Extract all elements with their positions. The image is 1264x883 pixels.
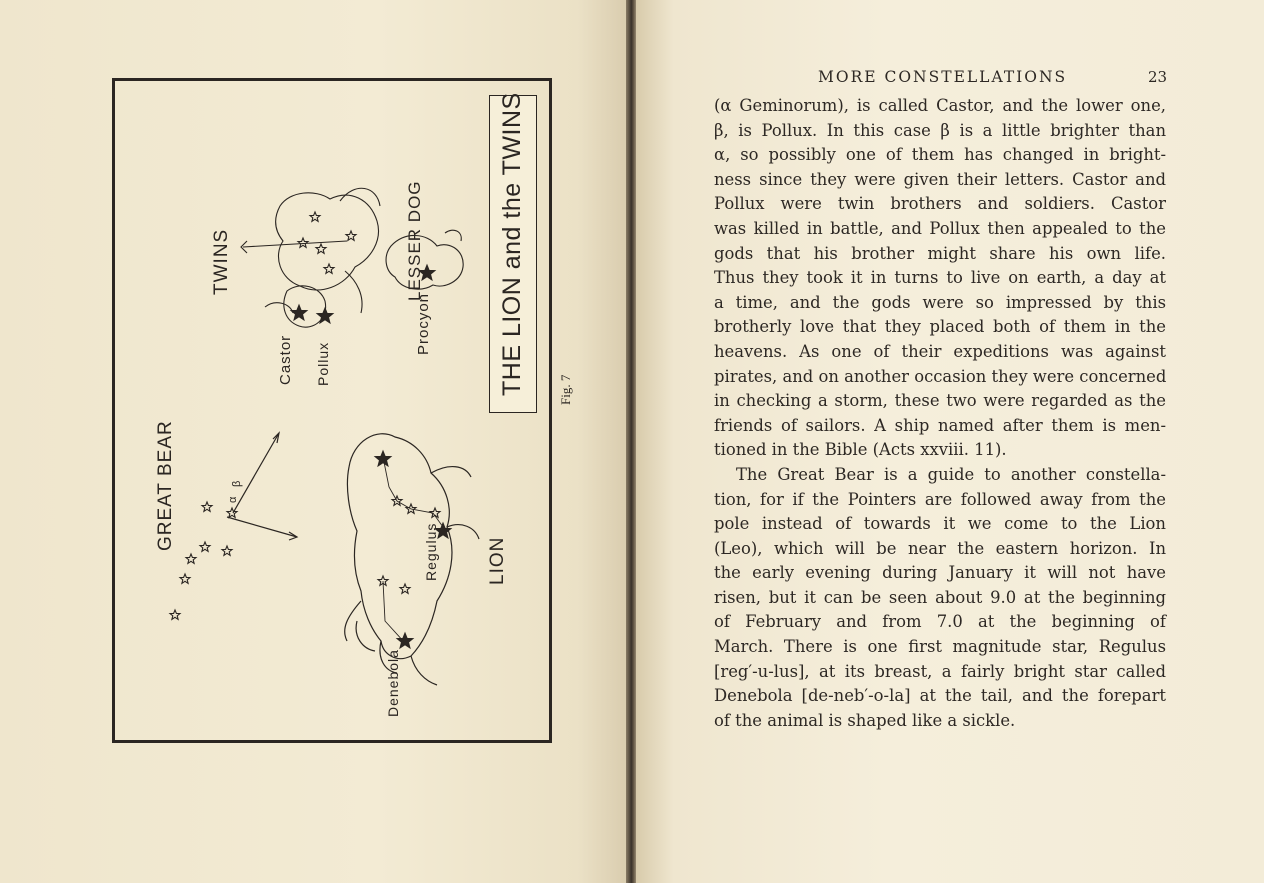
running-head: MORE CONSTELLATIONS [818,68,1068,86]
text-line: a time, and the gods were so impressed by this [714,292,1166,312]
text-line: in checking a storm, these two were regarded as the [714,391,1166,411]
label-regulus: Regulus [423,522,439,581]
body-text [714,94,1166,733]
lion-figure [345,434,479,685]
text-line: pirates, and on another occasion they were concerned [714,366,1167,386]
label-lion: LION [487,536,508,585]
twins-figures [241,188,380,327]
label-procyon: Procyon [415,292,432,355]
text-line: of the animal is shaped like a sickle. [714,710,1016,730]
text-line: Denebola [de-neb′-o-la] at the tail, and the forepart [714,686,1166,706]
text-line: (α Geminorum), is called Castor, and the lower one, [714,96,1166,115]
label-alpha: α [227,495,239,503]
label-pollux: Pollux [315,341,331,386]
text-line: (Leo), which will be near the eastern horizon. In [714,538,1166,558]
constellation-illustration [115,81,549,740]
text-line: α, so possibly one of them has changed in bright- [714,145,1166,165]
text-line: gods that his brother might share his own life. [714,243,1166,263]
text-line: tioned in the Bible (Acts xxviii. 11). [714,440,1007,460]
text-line: Thus they took it in turns to live on earth, a day at [714,268,1166,288]
text-line: The Great Bear is a guide to another constella- [736,464,1166,484]
label-lesser-dog: LESSER DOG [405,180,424,301]
text-line: of February and from 7.0 at the beginning of [714,612,1166,632]
text-line: heavens. As one of their expeditions was against [714,341,1166,361]
label-beta: β [231,479,243,487]
text-line: brotherly love that they placed both of them in the [714,317,1166,337]
label-castor: Castor [277,334,294,385]
text-line: tion, for if the Pointers are followed away from the [714,489,1166,509]
text-line: risen, but it can be seen about 9.0 at the beginning [714,587,1166,607]
label-great-bear: GREAT BEAR [155,420,176,551]
text-line: the early evening during January it will not have [714,563,1166,583]
text-line: March. There is one first magnitude star, Regulus [714,637,1166,657]
text-line: friends of sailors. A ship named after them is men- [714,415,1166,435]
text-line: β, is Pollux. In this case β is a little brighter than [714,120,1166,140]
page-number: 23 [1148,68,1168,86]
figure-banner [489,92,537,413]
label-denebola: Denebola [385,649,401,717]
text-line: Pollux were twin brothers and soldiers. Castor [714,194,1166,214]
text-line: [reg′-u-lus], at its breast, a fairly bright star called [714,661,1166,681]
text-line: ness since they were given their letters. Castor and [714,169,1166,189]
banner-title: THE LION and the TWINS [498,92,526,396]
figure-frame [112,78,552,743]
text-line: pole instead of towards it we come to the Lion [714,514,1166,534]
figure-caption: Fig. 7 [558,374,573,405]
label-twins: TWINS [211,228,232,295]
left-page [0,0,628,883]
great-bear-stars [170,502,237,619]
text-line: was killed in battle, and Pollux then appealed to the [714,218,1166,238]
twins-stars [291,212,356,323]
